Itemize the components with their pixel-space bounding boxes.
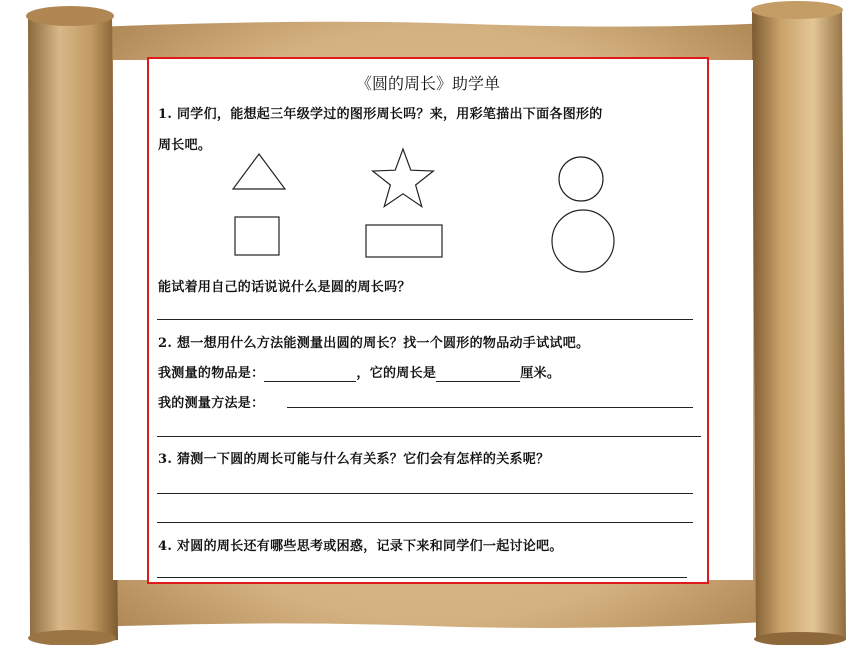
rectangle-icon — [366, 225, 442, 257]
measure-item-row — [158, 362, 560, 382]
measure-method-label: 我的测量方法是： — [158, 396, 265, 411]
answer-line[interactable] — [157, 577, 687, 578]
answer-line[interactable] — [157, 493, 693, 494]
worksheet — [147, 57, 709, 584]
question-3-text: 3. 猜测一下圆的周长可能与什么有关系？它们会有怎样的关系呢？ — [158, 452, 550, 467]
question-2-text: 2. 想一想用什么方法能测量出圆的周长？找一个圆形的物品动手试试吧。 — [158, 336, 590, 351]
perimeter-label: ，它的周长是 — [356, 366, 437, 381]
question-1-text: 1. 同学们，能想起三年级学过的图形周长吗？来，用彩笔描出下面各图形的 — [158, 107, 603, 122]
measure-item-label: 我测量的物品是： — [158, 366, 265, 381]
measure-item-blank[interactable] — [264, 366, 356, 382]
measure-method-line[interactable] — [287, 407, 693, 408]
square-icon — [235, 217, 279, 255]
perimeter-blank[interactable] — [436, 366, 520, 382]
answer-line[interactable] — [157, 522, 693, 523]
question-1-prompt: 能试着用自己的话说说什么是圆的周长吗？ — [158, 280, 411, 295]
large-circle-icon — [552, 210, 614, 272]
shapes-figure — [149, 59, 709, 584]
question-4-text: 4. 对圆的周长还有哪些思考或困惑，记录下来和同学们一起讨论吧。 — [158, 539, 563, 554]
question-1-text-cont: 周长吧。 — [158, 138, 212, 153]
small-circle-icon — [559, 157, 603, 201]
measure-method-line-2[interactable] — [157, 436, 701, 437]
triangle-icon — [233, 154, 285, 189]
page-title: 《圆的周长》助学单 — [355, 74, 500, 93]
star-icon — [373, 149, 434, 207]
answer-line[interactable] — [157, 319, 693, 320]
unit-label: 厘米。 — [520, 366, 561, 381]
